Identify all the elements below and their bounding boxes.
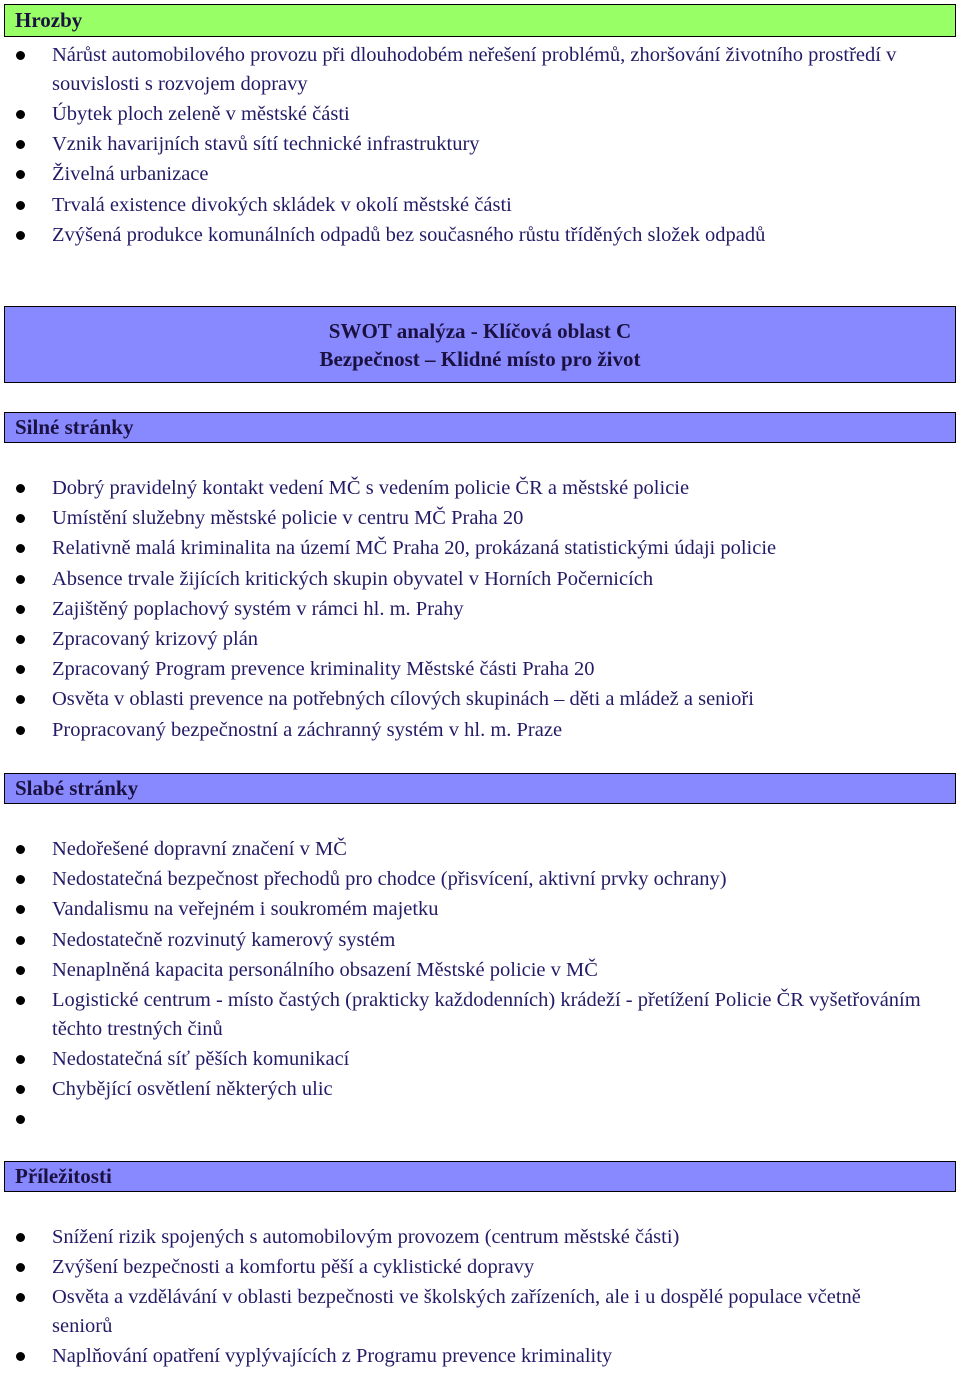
- list-item: [0, 159, 900, 189]
- list-item: [0, 1222, 900, 1252]
- list-item: [0, 925, 940, 955]
- strengths-list: [0, 473, 940, 745]
- swot-title-line1: SWOT analýza - Klíčová oblast C: [328, 318, 632, 343]
- list-item: [0, 220, 900, 250]
- list-item-text: Osvěta a vzdělávání v oblasti bezpečnosti ve školských zařízeních, ale i u dospělé populace včetně seniorů: [52, 1286, 861, 1337]
- list-item: [0, 834, 940, 864]
- list-item: [0, 715, 940, 745]
- list-item-text: Chybějící osvětlení některých ulic: [52, 1078, 333, 1101]
- list-item-text: Úbytek ploch zeleně v městské části: [52, 103, 350, 125]
- list-item: [0, 985, 940, 1044]
- list-item: [0, 190, 900, 220]
- list-item-text: Nedostatečná bezpečnost přechodů pro chodce (přisvícení, aktivní prvky ochrany): [52, 868, 727, 891]
- list-item: [0, 894, 940, 924]
- list-item: [0, 1341, 900, 1371]
- list-item-text: Nedostatečně rozvinutý kamerový systém: [52, 928, 396, 951]
- list-item: [0, 503, 940, 533]
- list-item: [0, 40, 900, 99]
- strengths-heading: [4, 412, 956, 443]
- swot-title-line2: Bezpečnost – Klidné místo pro život: [319, 346, 641, 371]
- list-item-text: Trvalá existence divokých skládek v okolí městské části: [52, 193, 512, 216]
- list-item-text: Naplňování opatření vyplývajících z Programu prevence kriminality: [52, 1345, 613, 1368]
- list-item: [0, 654, 940, 684]
- list-item: [0, 684, 940, 714]
- threats-heading-label: Hrozby: [15, 8, 83, 32]
- list-item-text: Nedostatečná síť pěších komunikací: [52, 1048, 350, 1071]
- list-item: [0, 1252, 900, 1282]
- weaknesses-heading: [4, 773, 956, 804]
- list-item: [0, 1074, 940, 1104]
- list-item-text: Absence trvale žijících kritických skupin obyvatel v Horních Počernicích: [52, 567, 654, 590]
- threats-list: [0, 40, 900, 250]
- threats-heading: [4, 4, 956, 37]
- list-item: [0, 1104, 940, 1134]
- list-item-text: Zajištěný poplachový systém v rámci hl. m. Prahy: [52, 597, 464, 620]
- list-item: [0, 594, 940, 624]
- strengths-heading-label: Silné stránky: [15, 415, 134, 439]
- list-item-text: Zvýšení bezpečnosti a komfortu pěší a cyklistické dopravy: [52, 1256, 535, 1279]
- list-item-text: Relativně malá kriminalita na území MČ Praha 20, prokázaná statistickými údaji policie: [52, 537, 777, 560]
- weaknesses-list: [0, 834, 940, 1135]
- list-item-text: Zpracovaný krizový plán: [52, 628, 259, 651]
- list-item: [0, 955, 940, 985]
- list-item-text: Umístění služebny městské policie v centru MČ Praha 20: [52, 507, 524, 530]
- list-item-text: Vandalismu na veřejném i soukromém majetku: [52, 898, 439, 921]
- list-item: [0, 99, 900, 129]
- opportunities-heading-label: Příležitosti: [15, 1164, 112, 1188]
- opportunities-heading: [4, 1161, 956, 1192]
- list-item: [0, 864, 940, 894]
- weaknesses-heading-label: Slabé stránky: [15, 776, 139, 800]
- list-item-text: Zvýšená produkce komunálních odpadů bez současného růstu tříděných složek odpadů: [52, 223, 766, 246]
- swot-title: [4, 306, 956, 383]
- list-item: [0, 1282, 900, 1341]
- opportunities-list: [0, 1222, 900, 1372]
- list-item-text: Nárůst automobilového provozu při dlouhodobém neřešení problémů, zhoršování životního prostředí v souvislosti s rozvojem dopravy: [52, 44, 897, 95]
- list-item: [0, 624, 940, 654]
- list-item-text: Dobrý pravidelný kontakt vedení MČ s vedením policie ČR a městské policie: [52, 477, 690, 499]
- list-item: [0, 564, 940, 594]
- list-item-text: Osvěta v oblasti prevence na potřebných cílových skupinách – děti a mládež a senioři: [52, 688, 754, 711]
- list-item-text: Vznik havarijních stavů sítí technické infrastruktury: [52, 133, 480, 156]
- list-item: [0, 533, 940, 563]
- list-item-text: Nedořešené dopravní značení v MČ: [52, 838, 347, 860]
- list-item-text: Zpracovaný Program prevence kriminality Městské části Praha 20: [52, 658, 595, 681]
- list-item-text: Nenaplněná kapacita personálního obsazení Městské policie v MČ: [52, 958, 598, 981]
- list-item-text: Logistické centrum - místo častých (prakticky každodenních) krádeží - přetížení Policie ČR vyšetřováním těchto trestných činů: [52, 989, 921, 1040]
- list-item: [0, 1044, 940, 1074]
- list-item: [0, 129, 900, 159]
- list-item: [0, 473, 940, 503]
- list-item-text: Propracovaný bezpečnostní a záchranný systém v hl. m. Praze: [52, 718, 563, 741]
- list-item-text: Snížení rizik spojených s automobilovým provozem (centrum městské části): [52, 1226, 680, 1248]
- list-item-text: Živelná urbanizace: [52, 163, 209, 186]
